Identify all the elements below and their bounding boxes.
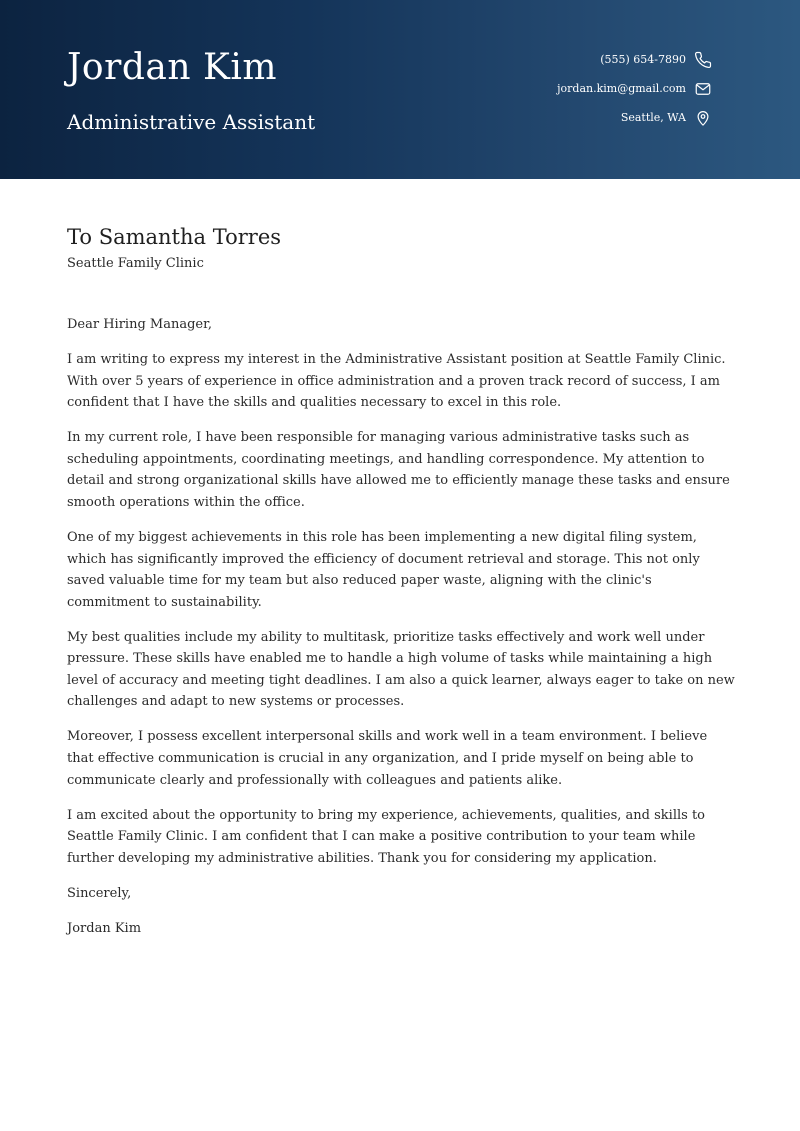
phone-icon xyxy=(694,51,712,69)
salutation: Dear Hiring Manager, xyxy=(67,317,213,332)
contact-phone-row xyxy=(392,49,712,71)
closing: Sincerely, xyxy=(67,885,132,901)
contact-location-row xyxy=(392,107,712,129)
header-banner xyxy=(0,0,800,179)
location-text: Seattle, WA xyxy=(620,111,686,124)
letter-paragraph-intro: I am writing to express my interest in the Administrative Assistant position at Seattle Family Clinic. With over 5 years of experience in office administration and a proven track record of success, I am confident that I have the skills and qualities necessary to excel in this role. xyxy=(67,351,726,411)
letter-paragraph-qualities: My best qualities include my ability to multitask, prioritize tasks effectively and work well under pressure. These skills have enabled me to handle a high volume of tasks while maintaining a high level of accuracy and meeting tight deadlines. I am also a quick learner, always eager to take on new challenges and adapt to new systems or processes. xyxy=(67,629,735,710)
recipient-block xyxy=(67,222,727,274)
contact-email-row xyxy=(392,78,712,100)
email-address[interactable]: jordan.kim@gmail.com xyxy=(557,82,686,95)
envelope-icon xyxy=(694,80,712,98)
letter-paragraph-interpersonal: Moreover, I possess excellent interpersonal skills and work well in a team environment. I believe that effective communication is crucial in any organization, and I pride myself on being able to communicate clearly and professionally with colleagues and patients alike. xyxy=(67,729,708,788)
applicant-name: Jordan Kim xyxy=(67,47,277,88)
phone-number[interactable]: (555) 654-7890 xyxy=(600,53,686,66)
recipient-company: Seattle Family Clinic xyxy=(67,256,204,271)
recipient-name: To Samantha Torres xyxy=(67,225,282,249)
letter-paragraph-achievement: One of my biggest achievements in this role has been implementing a new digital filing system, which has significantly improved the efficiency of document retrieval and storage. This not only saved valuable time for my team but also reduced paper waste, aligning with the clinic's commitment to sustainability. xyxy=(67,529,700,610)
applicant-job-title: Administrative Assistant xyxy=(67,110,316,134)
letter-paragraph-current-role: In my current role, I have been responsible for managing various administrative tasks such as scheduling appointments, coordinating meetings, and handling correspondence. My attention to detail and strong organizational skills have allowed me to efficiently manage these tasks and ensure smooth operations within the office. xyxy=(67,430,730,510)
contact-info xyxy=(392,49,712,136)
signature: Jordan Kim xyxy=(67,920,142,936)
letter-paragraph-conclusion: I am excited about the opportunity to bring my experience, achievements, qualities, and skills to Seattle Family Clinic. I am confident that I can make a positive contribution to your team while further developing my administrative abilities. Thank you for considering my application. xyxy=(67,807,705,866)
map-pin-icon xyxy=(694,109,712,127)
letter-body xyxy=(67,314,735,953)
